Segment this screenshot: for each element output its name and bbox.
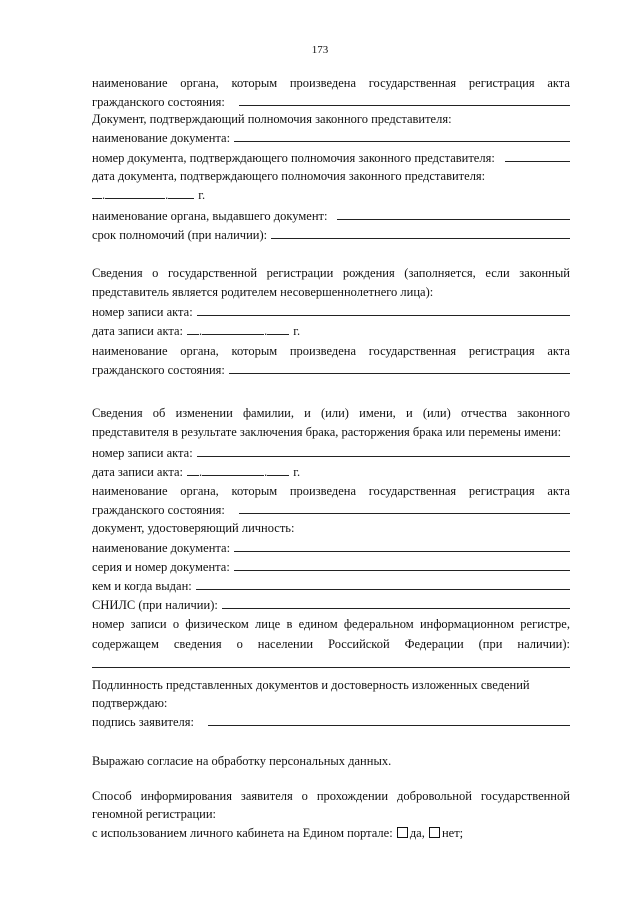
word: физическом (185, 617, 249, 631)
word: о (152, 266, 159, 280)
word: и (304, 406, 311, 420)
field-label: номер записи акта: (92, 446, 193, 460)
rep-doc-issuer-field[interactable] (337, 208, 570, 220)
word: добровольной (396, 789, 472, 803)
separator: . (264, 465, 268, 479)
field-label: дата записи акта: (92, 324, 184, 338)
word: записи (130, 617, 167, 631)
word: акта (547, 484, 570, 498)
birth-act-date-line (92, 323, 570, 339)
word: информирования (140, 789, 232, 803)
birth-org-field[interactable] (229, 362, 570, 374)
word: Российской (328, 637, 390, 651)
rep-doc-number-line (92, 150, 570, 166)
field-label: дата записи акта: (92, 465, 184, 479)
word: органа, (180, 344, 219, 358)
field-label: кем и когда выдан: (92, 579, 192, 593)
word: регистрация (468, 484, 535, 498)
word: сведения (173, 637, 222, 651)
word: федеральном (343, 617, 414, 631)
rep-doc-term-field[interactable] (271, 227, 570, 239)
field-label: гражданского состояния: (92, 503, 225, 517)
nc-org-field[interactable] (239, 502, 570, 514)
word: прохождении (316, 789, 389, 803)
word: государственной (167, 266, 258, 280)
word: органа, (180, 76, 219, 90)
year-suffix: г. (293, 324, 301, 338)
word: регистрация (468, 76, 535, 90)
month-field[interactable] (202, 464, 264, 476)
word: лице (255, 617, 281, 631)
id-doc-name-line (92, 540, 570, 556)
word: произведена (289, 344, 357, 358)
year-suffix: г. (293, 465, 301, 479)
word: государственная (368, 344, 457, 358)
word: которым (231, 484, 278, 498)
word: наименование (92, 344, 168, 358)
word: если (485, 266, 510, 280)
confirm-line-2: подтверждаю: (92, 696, 168, 710)
word: о (301, 789, 308, 803)
id-doc-heading: документ, удостоверяющий личность: (92, 521, 295, 535)
nc-org-line-1 (92, 484, 570, 499)
word: регистре, (520, 617, 570, 631)
day-field[interactable] (187, 464, 199, 476)
word: наименование (92, 76, 168, 90)
year-field[interactable] (267, 464, 289, 476)
checkbox-no[interactable] (429, 827, 440, 838)
word: о (172, 617, 180, 631)
rep-doc-number-field[interactable] (505, 150, 570, 162)
word: акта (547, 76, 570, 90)
rep-doc-name-field[interactable] (234, 130, 570, 142)
rep-act-org-line-2 (92, 94, 570, 110)
registry-line-2 (92, 637, 570, 652)
word: номер (92, 617, 125, 631)
word: рождения (342, 266, 395, 280)
rep-doc-date-line (92, 187, 570, 203)
field-label: с использованием личного кабинета на Едином портале: (92, 826, 393, 840)
word: регистрация (468, 344, 535, 358)
field-label: наименование документа: (92, 131, 231, 145)
word: (заполняется, (404, 266, 476, 280)
word: имени, (359, 406, 396, 420)
word: акта (547, 344, 570, 358)
word: государственная (368, 484, 457, 498)
field-label: наименование органа, выдавшего документ: (92, 209, 328, 223)
word: наличии): (517, 637, 570, 651)
word: заявителя (240, 789, 293, 803)
separator: . (199, 324, 203, 338)
field-label: номер записи акта: (92, 305, 193, 319)
rep-doc-date-label: дата документа, подтверждающего полномочия законного представителя: (92, 169, 486, 183)
separator: . (165, 188, 169, 202)
id-doc-series-line (92, 559, 570, 575)
signature-line (92, 714, 570, 730)
word: (при (478, 637, 503, 651)
word: о (236, 637, 243, 651)
name-change-line-2: представителя в результате заключения брака, расторжения брака или перемены имени: (92, 425, 562, 439)
rep-doc-heading: Документ, подтверждающий полномочия законного представителя: (92, 112, 452, 126)
word: об (152, 406, 166, 420)
id-doc-issued-field[interactable] (196, 578, 570, 590)
confirm-line-1: Подлинность представленных документов и достоверность изложенных сведений (92, 678, 530, 692)
rep-act-org-field[interactable] (239, 94, 570, 106)
nc-act-number-line (92, 445, 570, 461)
year-field[interactable] (267, 323, 289, 335)
separator: . (102, 188, 106, 202)
id-doc-name-field[interactable] (234, 540, 570, 552)
rep-act-org-line-1 (92, 76, 570, 91)
word: органа, (180, 484, 219, 498)
rep-doc-issuer-line (92, 208, 570, 224)
field-label: гражданского состояния: (92, 363, 225, 377)
word: которым (231, 344, 278, 358)
word: законный (519, 266, 570, 280)
field-label: номер документа, подтверждающего полномочия законного представителя: (92, 151, 495, 165)
month-field[interactable] (105, 187, 165, 199)
option-yes-label: да, (409, 826, 425, 840)
consent-text: Выражаю согласие на обработку персональных данных. (92, 754, 392, 768)
snils-line (92, 597, 570, 613)
field-label: СНИЛС (при наличии): (92, 598, 218, 612)
rep-doc-term-line (92, 227, 570, 243)
id-doc-series-field[interactable] (234, 559, 570, 571)
option-no-label: нет; (441, 826, 464, 840)
month-field[interactable] (202, 323, 264, 335)
word: наименование (92, 484, 168, 498)
inform-line-1 (92, 789, 570, 804)
inform-line-2: геномной регистрации: (92, 807, 216, 821)
field-label: наименование документа: (92, 541, 231, 555)
day-field[interactable] (187, 323, 199, 335)
word: Сведения (92, 406, 143, 420)
field-label: срок полномочий (при наличии): (92, 228, 268, 242)
word: в (286, 617, 293, 631)
word: населении (257, 637, 314, 651)
registry-field[interactable] (92, 667, 570, 668)
inform-line-3 (92, 826, 570, 841)
separator: . (264, 324, 268, 338)
nc-act-number-field[interactable] (197, 445, 570, 457)
birth-org-line-2 (92, 362, 570, 378)
nc-act-date-line (92, 464, 570, 480)
word: содержащем (92, 637, 159, 651)
word: Сведения (92, 266, 143, 280)
word: произведена (289, 76, 357, 90)
word: фамилии, (242, 406, 294, 420)
birth-org-line-1 (92, 344, 570, 359)
separator: . (199, 465, 203, 479)
word: государственная (368, 76, 457, 90)
birth-act-number-field[interactable] (197, 304, 570, 316)
year-suffix: г. (198, 188, 206, 202)
birth-act-number-line (92, 304, 570, 320)
word: законного (517, 406, 570, 420)
word: едином (298, 617, 338, 631)
word: (или) (422, 406, 451, 420)
word: изменении (175, 406, 233, 420)
word: которым (231, 76, 278, 90)
word: Способ (92, 789, 132, 803)
checkbox-yes[interactable] (397, 827, 408, 838)
word: и (405, 406, 413, 420)
word: (или) (321, 406, 349, 420)
word: государственной (480, 789, 570, 803)
word: информационном (419, 617, 515, 631)
name-change-line-1 (92, 406, 570, 421)
word: произведена (289, 484, 357, 498)
birth-intro-line-2: представитель является родителем несовершеннолетнего лица): (92, 285, 434, 299)
page-number: 173 (311, 44, 329, 56)
registry-line-1 (92, 617, 570, 632)
field-label: серия и номер документа: (92, 560, 230, 574)
id-doc-issued-line (92, 578, 570, 594)
snils-field[interactable] (222, 597, 570, 609)
rep-doc-name-line (92, 130, 570, 146)
field-label: гражданского состояния: (92, 95, 225, 109)
field-label: подпись заявителя: (92, 715, 194, 729)
word: регистрации (266, 266, 334, 280)
word: Федерации (404, 637, 464, 651)
word: отчества (460, 406, 507, 420)
signature-field[interactable] (208, 714, 570, 726)
day-field[interactable] (92, 187, 102, 199)
nc-org-line-2 (92, 502, 570, 518)
birth-intro-line-1 (92, 266, 570, 281)
year-field[interactable] (168, 187, 194, 199)
